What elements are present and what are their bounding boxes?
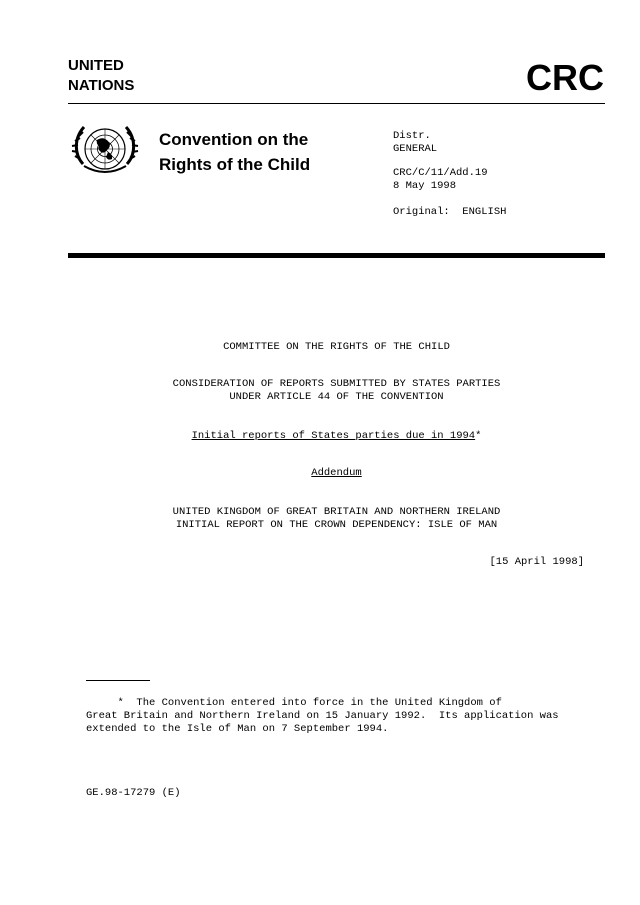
footnote-line-1: * The Convention entered into force in the United Kingdom of: [86, 697, 502, 709]
org-line-1: UNITED: [68, 57, 124, 74]
title-line-2: Rights of the Child: [159, 155, 311, 174]
title-line-1: Convention on the: [159, 130, 309, 149]
initial-reports-text: Initial reports of States parties due in 1994: [191, 430, 476, 442]
un-emblem-icon: [70, 118, 140, 180]
consideration-heading: [68, 378, 605, 404]
consideration-line-1: CONSIDERATION OF REPORTS SUBMITTED BY STATES PARTIES: [172, 378, 501, 390]
country-heading: [68, 506, 605, 532]
distribution-block: [393, 130, 437, 156]
footnote-marker: *: [475, 430, 482, 442]
distr-label: Distr.: [393, 130, 431, 142]
organization-name: [68, 56, 134, 96]
footnote-divider: [86, 680, 150, 681]
country-line-2: INITIAL REPORT ON THE CROWN DEPENDENCY: ISLE OF MAN: [175, 519, 498, 531]
document-series-symbol: CRC: [526, 57, 604, 98]
doc-symbol: CRC/C/11/Add.19: [393, 167, 488, 179]
consideration-line-2: UNDER ARTICLE 44 OF THE CONVENTION: [229, 391, 444, 403]
footnote-line-2: Great Britain and Northern Ireland on 15 January 1992. Its application was: [86, 710, 559, 722]
convention-title: [159, 127, 310, 177]
addendum-heading: [68, 467, 605, 480]
footnote: [86, 697, 586, 736]
header-bottom-divider: [68, 253, 605, 258]
distr-value: GENERAL: [393, 143, 438, 155]
original-language: Original: ENGLISH: [393, 206, 507, 218]
initial-reports-heading: [68, 430, 605, 443]
header-divider: [68, 103, 605, 104]
org-line-2: NATIONS: [68, 77, 135, 94]
committee-heading: COMMITTEE ON THE RIGHTS OF THE CHILD: [223, 341, 450, 353]
report-date: [15 April 1998]: [489, 556, 584, 568]
job-number: GE.98-17279 (E): [86, 787, 181, 799]
country-line-1: UNITED KINGDOM OF GREAT BRITAIN AND NORTHERN IRELAND: [172, 506, 501, 518]
doc-date: 8 May 1998: [393, 180, 457, 192]
symbol-date-block: [393, 167, 488, 193]
addendum-text: Addendum: [311, 467, 362, 479]
footnote-line-3: extended to the Isle of Man on 7 September 1994.: [86, 723, 389, 735]
